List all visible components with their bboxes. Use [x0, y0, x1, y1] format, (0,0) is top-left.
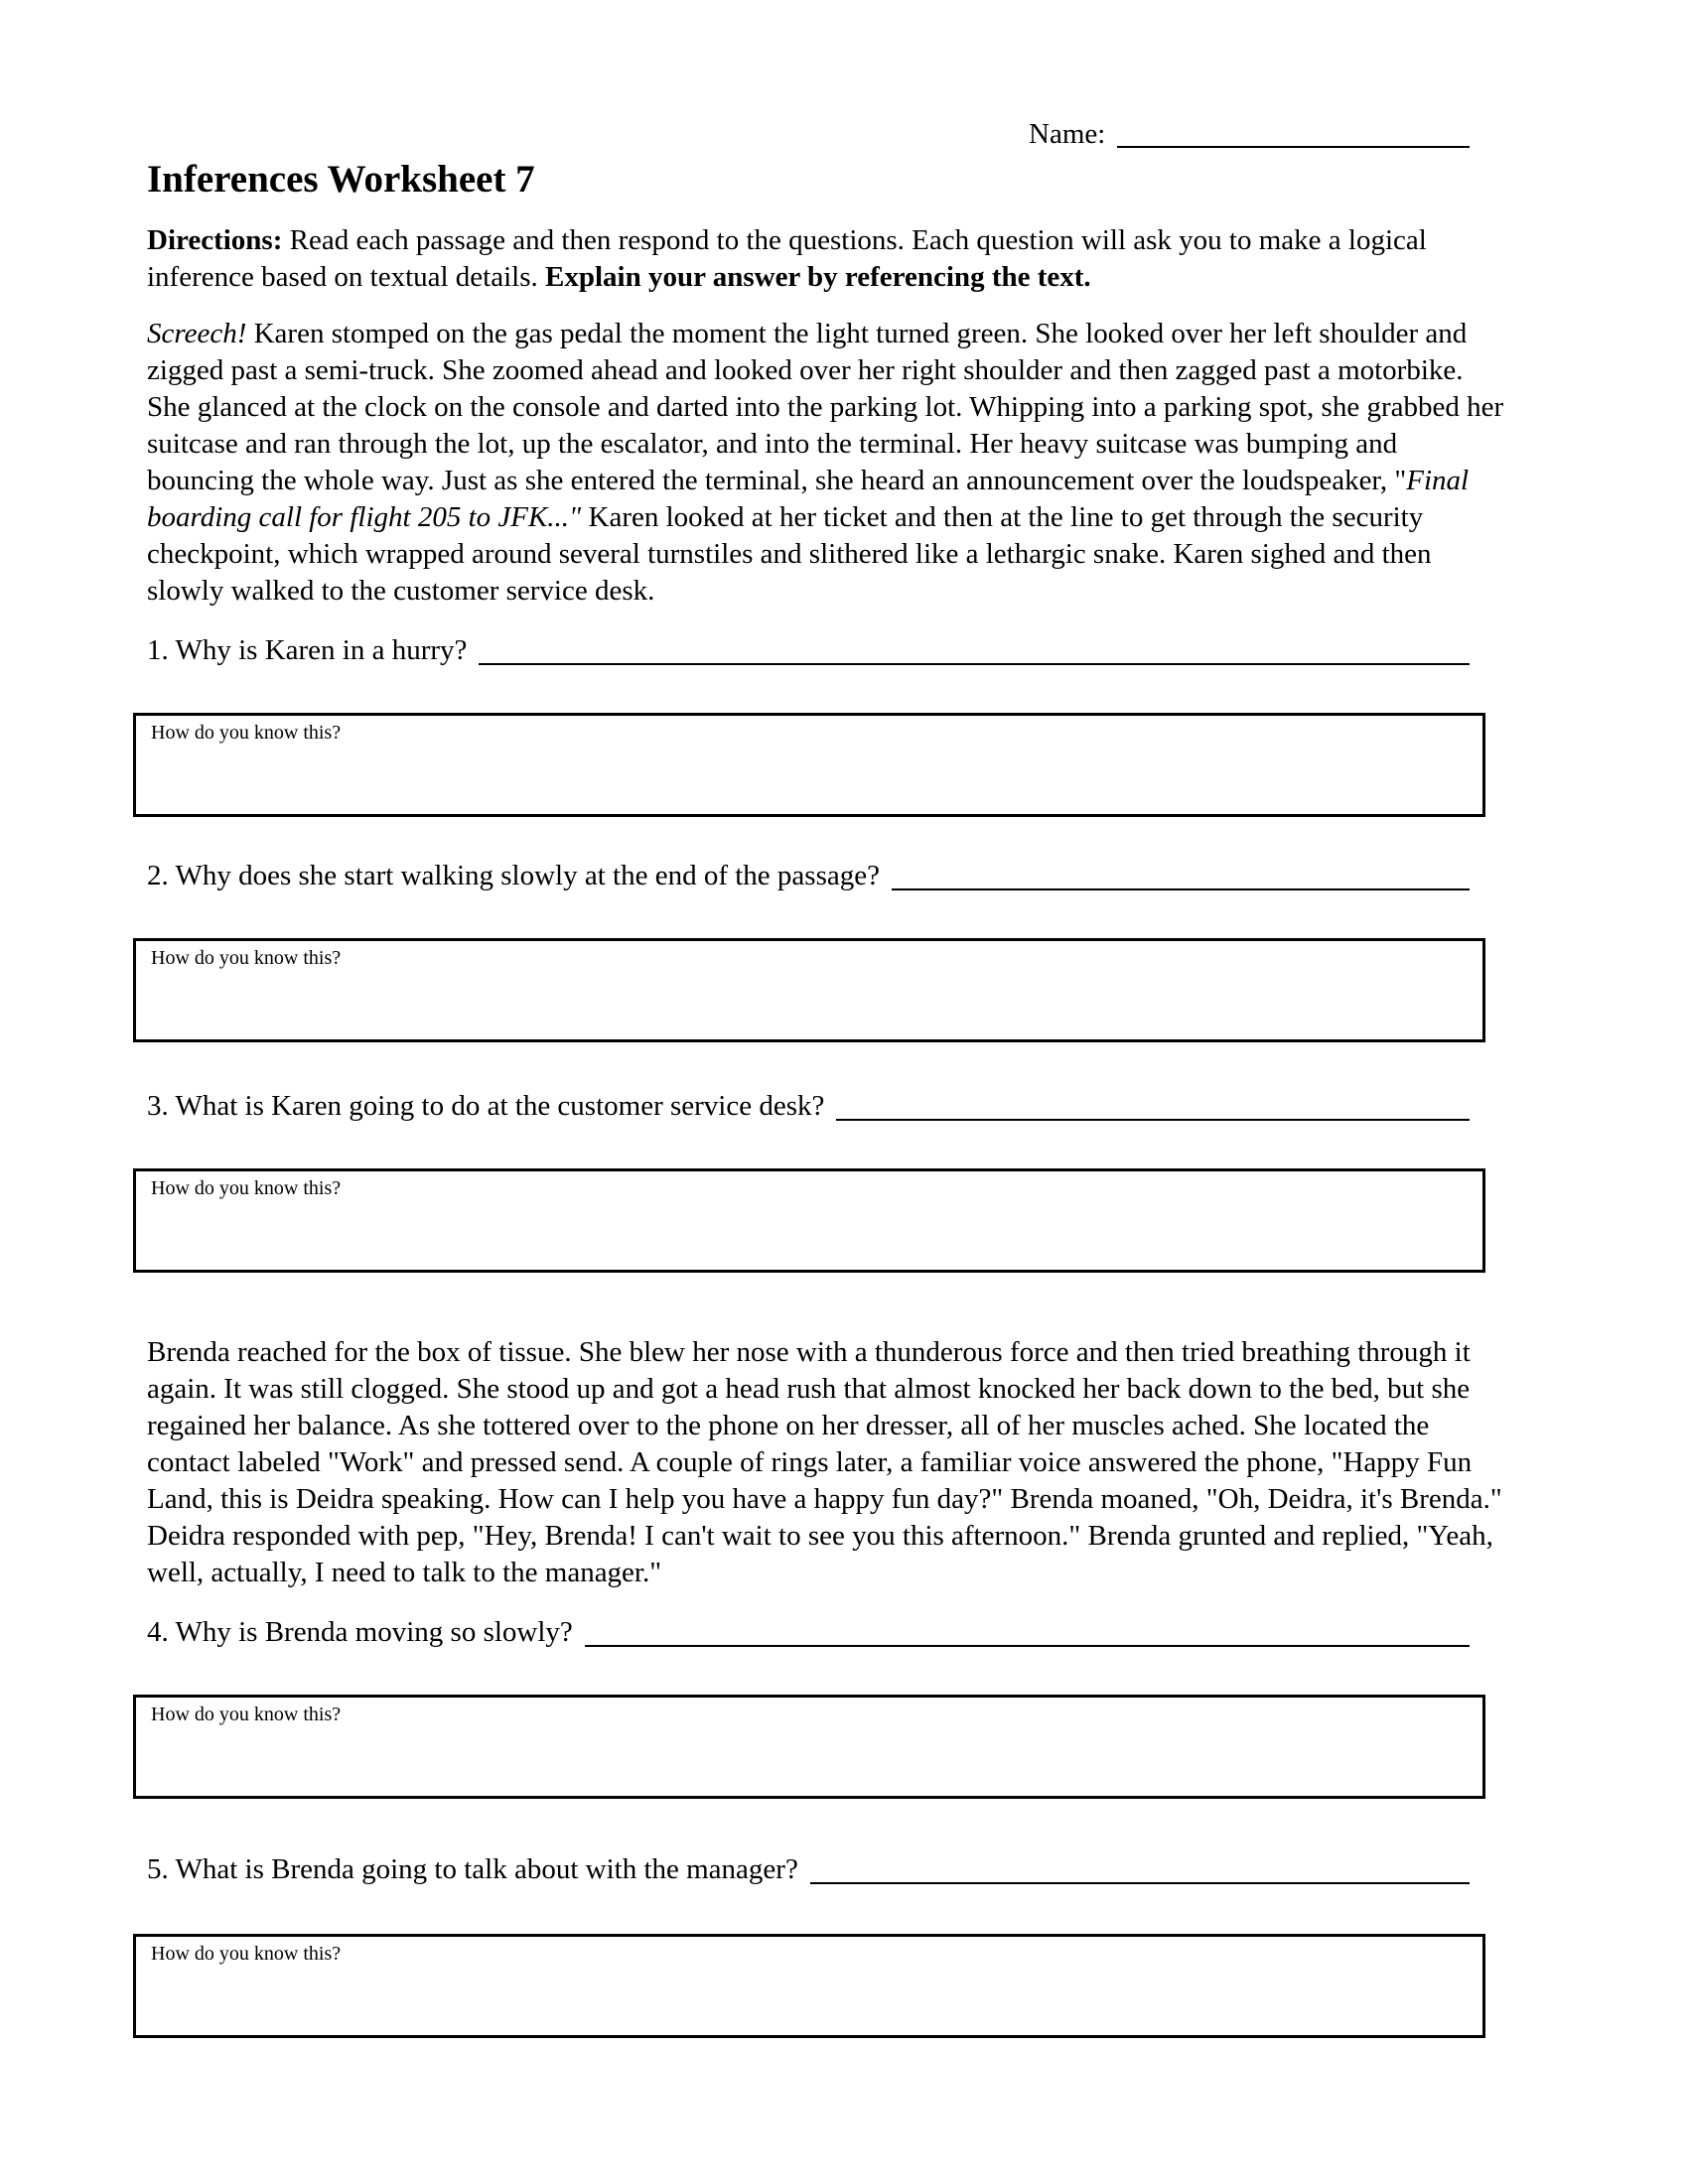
question-2-answer-line[interactable] — [892, 857, 1470, 890]
question-4-label: 4. Why is Brenda moving so slowly? — [147, 1616, 573, 1648]
question-5-explanation-box[interactable] — [133, 1934, 1485, 2038]
question-1-explanation-box[interactable] — [133, 713, 1485, 817]
passage-karen — [147, 316, 1505, 610]
question-3-box-label: How do you know this? — [151, 1177, 342, 1199]
question-3-row — [147, 1087, 1470, 1125]
question-4-row — [147, 1613, 1470, 1651]
passage-brenda — [147, 1334, 1505, 1591]
question-1-label: 1. Why is Karen in a hurry? — [147, 634, 468, 666]
question-1-answer-line[interactable] — [479, 631, 1470, 665]
question-5-answer-line[interactable] — [810, 1850, 1470, 1884]
directions-paragraph — [147, 222, 1485, 296]
question-3-explanation-box[interactable] — [133, 1168, 1485, 1273]
passage-karen-announcement-quote: Final boarding call for flight 205 to JFK..." — [147, 465, 1470, 533]
question-5-label: 5. What is Brenda going to talk about with the manager? — [147, 1853, 798, 1885]
passage-karen-part2: Karen looked at her ticket and then at the line to get through the security checkpoint, which wrapped around several turnstiles and slithered like a lethargic snake. Karen sighed and then slowly walked to the customer service desk. — [147, 501, 1432, 607]
question-2-row — [147, 857, 1470, 894]
question-3-answer-line[interactable] — [836, 1087, 1470, 1121]
directions-body: Read each passage and then respond to the questions. Each question will ask you to make a logical inference based on textual details. — [147, 224, 1427, 293]
question-2-explanation-box[interactable] — [133, 938, 1485, 1042]
passage-karen-part1: Karen stomped on the gas pedal the moment the light turned green. She looked over her left shoulder and zigged past a semi-truck. She zoomed ahead and looked over her right shoulder and then zagged past a motorbike. She glanced at the clock on the console and darted into the parking lot. Whipping into a parking spot, she grabbed her suitcase and ran through the lot, up the escalator, and into the terminal. Her heavy suitcase was bumping and bouncing the whole way. Just as she entered the terminal, she heard an announcement over the loudspeaker, " — [147, 318, 1504, 496]
directions-label: Directions: — [147, 224, 283, 256]
directions-emphasis: Explain your answer by referencing the text. — [545, 261, 1091, 293]
question-1-box-label: How do you know this? — [151, 722, 342, 744]
name-blank-line[interactable] — [1117, 116, 1470, 148]
name-label: Name: — [1029, 118, 1106, 150]
question-2-box-label: How do you know this? — [151, 947, 342, 969]
question-4-explanation-box[interactable] — [133, 1695, 1485, 1799]
question-3-label: 3. What is Karen going to do at the customer service desk? — [147, 1090, 825, 1122]
name-row — [1029, 111, 1470, 151]
question-2-label: 2. Why does she start walking slowly at the end of the passage? — [147, 860, 880, 891]
question-4-answer-line[interactable] — [585, 1613, 1470, 1647]
passage-karen-onomatopoeia: Screech! — [147, 318, 247, 349]
question-5-row — [147, 1850, 1470, 1888]
question-1-row — [147, 631, 1470, 669]
question-4-box-label: How do you know this? — [151, 1704, 342, 1725]
page-title: Inferences Worksheet 7 — [147, 158, 535, 201]
passage-brenda-text: Brenda reached for the box of tissue. She blew her nose with a thunderous force and then tried breathing through it again. It was still clogged. She stood up and got a head rush that almost knocked her back down to the bed, but she regained her balance. As she tottered over to the phone on her dresser, all of her muscles ached. She located the contact labeled "Work" and pressed send. A couple of rings later, a familiar voice answered the phone, "Happy Fun Land, this is Deidra speaking. How can I help you have a happy fun day?" Brenda moaned, "Oh, Deidra, it's Brenda." Deidra responded with pep, "Hey, Brenda! I can't wait to see you this afternoon." Brenda grunted and replied, "Yeah, well, actually, I need to talk to the manager." — [147, 1336, 1502, 1588]
worksheet-content — [147, 111, 1504, 2038]
question-5-box-label: How do you know this? — [151, 1943, 342, 1965]
